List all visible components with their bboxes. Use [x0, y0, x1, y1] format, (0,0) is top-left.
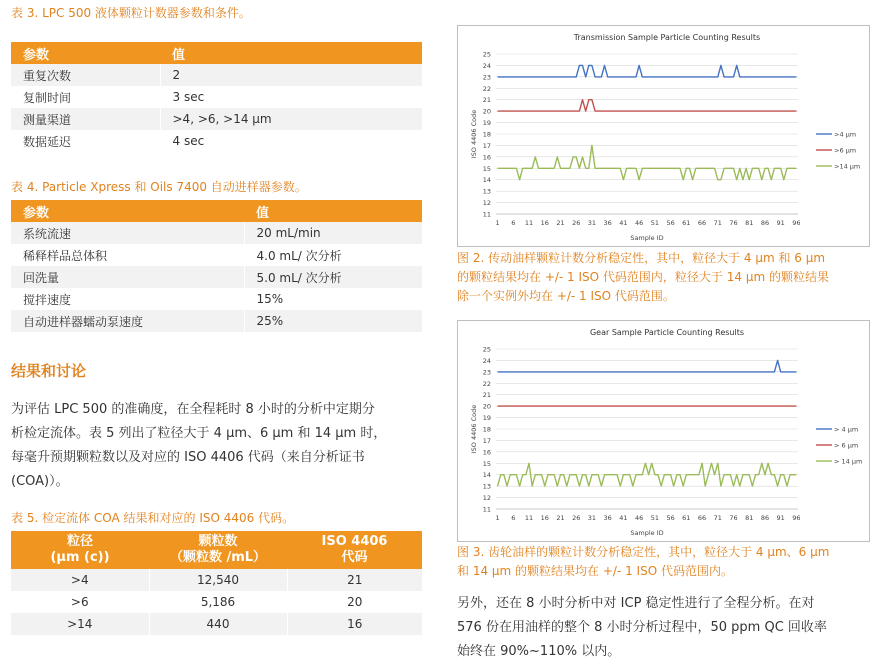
y-axis-label: ISO 4406 Code — [470, 404, 478, 454]
chart-title: Transmission Sample Particle Counting Results — [573, 33, 761, 42]
header-line: 颗粒数 — [198, 534, 238, 549]
x-tick-label: 36 — [603, 219, 612, 227]
table-row — [11, 86, 422, 108]
table-cell: 重复次数 — [11, 64, 160, 86]
x-tick-label: 26 — [572, 514, 581, 522]
table-row — [11, 108, 422, 130]
table-cell: 3 sec — [160, 86, 422, 108]
y-tick-label: 13 — [482, 187, 491, 196]
paragraph-line: 每毫升预期颗粒数以及对应的 ISO 4406 代码（来自分析证书 — [11, 450, 365, 465]
table-row — [11, 591, 422, 613]
table5-header-iso — [287, 531, 422, 569]
table-row — [11, 288, 422, 310]
legend-label: >6 µm — [834, 146, 857, 155]
fig2-caption — [457, 249, 829, 306]
header-line: ISO 4406 — [321, 534, 388, 549]
table-cell: 12,540 — [149, 569, 287, 591]
caption-line: 和 14 µm 的颗粒结果均在 +/- 1 ISO 代码范围内。 — [457, 564, 733, 578]
table-cell: 稀释样品总体积 — [11, 244, 244, 266]
y-tick-label: 11 — [482, 210, 491, 219]
x-tick-label: 1 — [495, 514, 500, 522]
x-tick-label: 71 — [713, 219, 722, 227]
x-tick-label: 16 — [540, 219, 549, 227]
x-axis-label: Sample ID — [630, 529, 664, 537]
x-tick-label: 56 — [666, 514, 675, 522]
table-cell: 4 sec — [160, 130, 422, 152]
y-tick-label: 23 — [482, 73, 491, 82]
x-tick-label: 6 — [511, 219, 516, 227]
y-tick-label: 25 — [482, 345, 491, 354]
table-row — [11, 569, 422, 591]
y-tick-label: 13 — [482, 482, 491, 491]
y-tick-label: 18 — [482, 425, 491, 434]
legend-label: > 4 µm — [834, 425, 859, 434]
paragraph-line: 另外，还在 8 小时分析中对 ICP 稳定性进行了全程分析。在对 — [457, 596, 815, 611]
caption-line: 图 2. 传动油样颗粒计数分析稳定性，其中，粒径大于 4 µm 和 6 µm — [457, 251, 826, 265]
table4-header-value: 值 — [244, 200, 422, 222]
x-tick-label: 46 — [634, 219, 644, 227]
table-row — [11, 64, 422, 86]
header-line: (µm (c)) — [50, 550, 110, 565]
x-tick-label: 31 — [587, 514, 597, 522]
table-row — [11, 244, 422, 266]
chart-transmission — [457, 25, 870, 247]
series-line — [498, 65, 797, 77]
x-tick-label: 46 — [634, 514, 644, 522]
caption-line: 图 3. 齿轮油样的颗粒计数分析稳定性，其中，粒径大于 4 µm、6 µm — [457, 545, 830, 559]
x-tick-label: 86 — [760, 219, 770, 227]
table5 — [11, 531, 422, 635]
paragraph-line: 析检定流体。表 5 列出了粒径大于 4 µm、6 µm 和 14 µm 时， — [11, 426, 387, 441]
x-tick-label: 61 — [682, 219, 691, 227]
x-tick-label: 16 — [540, 514, 549, 522]
paragraph-line: 576 份在用油样的整个 8 小时分析过程中，50 ppm QC 回收率 — [457, 620, 827, 635]
fig3-caption — [457, 543, 829, 581]
series-line — [498, 360, 797, 372]
x-tick-label: 91 — [776, 514, 785, 522]
table-row — [11, 310, 422, 332]
chart-svg — [458, 321, 869, 541]
table5-caption: 表 5. 检定流体 COA 结果和对应的 ISO 4406 代码。 — [11, 511, 295, 525]
y-tick-label: 17 — [482, 436, 491, 445]
table-cell: >14 — [11, 613, 149, 635]
table-row — [11, 130, 422, 152]
caption-line: 除一个实例外均在 +/- 1 ISO 代码范围。 — [457, 289, 675, 303]
y-tick-label: 19 — [482, 414, 491, 423]
header-line: （颗粒数 /mL） — [169, 550, 267, 565]
section-paragraph — [11, 398, 426, 494]
x-tick-label: 31 — [587, 219, 597, 227]
closing-paragraph — [457, 592, 872, 664]
legend-label: >14 µm — [834, 162, 861, 171]
table-row — [11, 222, 422, 244]
table-cell: 自动进样器蠕动泵速度 — [11, 310, 244, 332]
table-cell: >4 — [11, 569, 149, 591]
paragraph-line: 始终在 90%~110% 以内。 — [457, 644, 621, 659]
x-axis-label: Sample ID — [630, 234, 664, 242]
y-tick-label: 12 — [482, 199, 491, 208]
table-cell: 测量渠道 — [11, 108, 160, 130]
table-cell: 20 — [287, 591, 422, 613]
x-tick-label: 26 — [572, 219, 581, 227]
table-cell: 复制时间 — [11, 86, 160, 108]
x-tick-label: 1 — [495, 219, 500, 227]
header-line: 粒径 — [66, 534, 93, 549]
table4-caption: 表 4. Particle Xpress 和 Oils 7400 自动进样器参数。 — [11, 180, 307, 194]
table4 — [11, 200, 422, 332]
table3 — [11, 42, 422, 152]
table-cell: 回洗量 — [11, 266, 244, 288]
table-cell: 16 — [287, 613, 422, 635]
y-tick-label: 15 — [482, 164, 491, 173]
y-tick-label: 18 — [482, 130, 491, 139]
y-tick-label: 16 — [482, 153, 491, 162]
table-row — [11, 266, 422, 288]
section-title: 结果和讨论 — [11, 362, 87, 380]
x-tick-label: 11 — [524, 514, 534, 522]
table-cell: 25% — [244, 310, 422, 332]
x-tick-label: 71 — [713, 514, 722, 522]
paragraph-line: 为评估 LPC 500 的准确度，在全程耗时 8 小时的分析中定期分 — [11, 402, 375, 417]
table3-header-value: 值 — [160, 42, 422, 64]
table-cell: 15% — [244, 288, 422, 310]
x-tick-label: 96 — [792, 514, 801, 522]
x-tick-label: 91 — [776, 219, 785, 227]
x-tick-label: 41 — [619, 514, 628, 522]
y-tick-label: 22 — [482, 379, 491, 388]
legend-label: > 6 µm — [834, 441, 859, 450]
y-tick-label: 17 — [482, 141, 491, 150]
table-cell: 系统流速 — [11, 222, 244, 244]
table-row — [11, 613, 422, 635]
y-tick-label: 24 — [482, 356, 491, 365]
chart-svg — [458, 26, 869, 246]
y-tick-label: 19 — [482, 119, 491, 128]
x-tick-label: 76 — [729, 514, 738, 522]
y-tick-label: 23 — [482, 368, 491, 377]
x-tick-label: 86 — [760, 514, 770, 522]
table-cell: 440 — [149, 613, 287, 635]
table5-header-size — [11, 531, 149, 569]
x-tick-label: 56 — [666, 219, 675, 227]
y-tick-label: 11 — [482, 505, 491, 514]
x-tick-label: 41 — [619, 219, 628, 227]
table-cell: 搅拌速度 — [11, 288, 244, 310]
x-tick-label: 76 — [729, 219, 738, 227]
y-tick-label: 24 — [482, 61, 491, 70]
table5-header-count — [149, 531, 287, 569]
y-tick-label: 22 — [482, 84, 491, 93]
table3-header-param: 参数 — [11, 42, 160, 64]
series-line — [498, 145, 797, 179]
y-tick-label: 20 — [482, 107, 491, 116]
table3-caption: 表 3. LPC 500 液体颗粒计数器参数和条件。 — [11, 6, 251, 20]
x-tick-label: 21 — [556, 514, 565, 522]
chart-gear — [457, 320, 870, 542]
x-tick-label: 81 — [745, 219, 754, 227]
y-axis-label: ISO 4406 Code — [470, 109, 478, 159]
y-tick-label: 20 — [482, 402, 491, 411]
chart-title: Gear Sample Particle Counting Results — [589, 328, 745, 337]
table-cell: 4.0 mL/ 次分析 — [244, 244, 422, 266]
x-tick-label: 6 — [511, 514, 516, 522]
x-tick-label: 81 — [745, 514, 754, 522]
legend-label: >4 µm — [834, 130, 857, 139]
x-tick-label: 36 — [603, 514, 612, 522]
x-tick-label: 66 — [697, 219, 707, 227]
y-tick-label: 12 — [482, 494, 491, 503]
x-tick-label: 51 — [650, 219, 660, 227]
y-tick-label: 14 — [482, 471, 491, 480]
y-tick-label: 21 — [482, 391, 491, 400]
legend-label: > 14 µm — [834, 457, 863, 466]
table-cell: 5.0 mL/ 次分析 — [244, 266, 422, 288]
table-cell: >4, >6, >14 µm — [160, 108, 422, 130]
x-tick-label: 66 — [697, 514, 707, 522]
x-tick-label: 61 — [682, 514, 691, 522]
table4-header-param: 参数 — [11, 200, 244, 222]
y-tick-label: 25 — [482, 50, 491, 59]
y-tick-label: 15 — [482, 459, 491, 468]
x-tick-label: 51 — [650, 514, 660, 522]
y-tick-label: 14 — [482, 176, 491, 185]
header-line: 代码 — [341, 550, 368, 565]
x-tick-label: 21 — [556, 219, 565, 227]
y-tick-label: 21 — [482, 96, 491, 105]
table-cell: 2 — [160, 64, 422, 86]
caption-line: 的颗粒结果均在 +/- 1 ISO 代码范围内，粒径大于 14 µm 的颗粒结果 — [457, 270, 829, 284]
paragraph-line: (COA)）。 — [11, 474, 69, 489]
table-cell: 5,186 — [149, 591, 287, 613]
table-cell: 数据延迟 — [11, 130, 160, 152]
x-tick-label: 11 — [524, 219, 534, 227]
y-tick-label: 16 — [482, 448, 491, 457]
x-tick-label: 96 — [792, 219, 801, 227]
table-cell: >6 — [11, 591, 149, 613]
series-line — [498, 100, 797, 111]
table-cell: 20 mL/min — [244, 222, 422, 244]
table-cell: 21 — [287, 569, 422, 591]
